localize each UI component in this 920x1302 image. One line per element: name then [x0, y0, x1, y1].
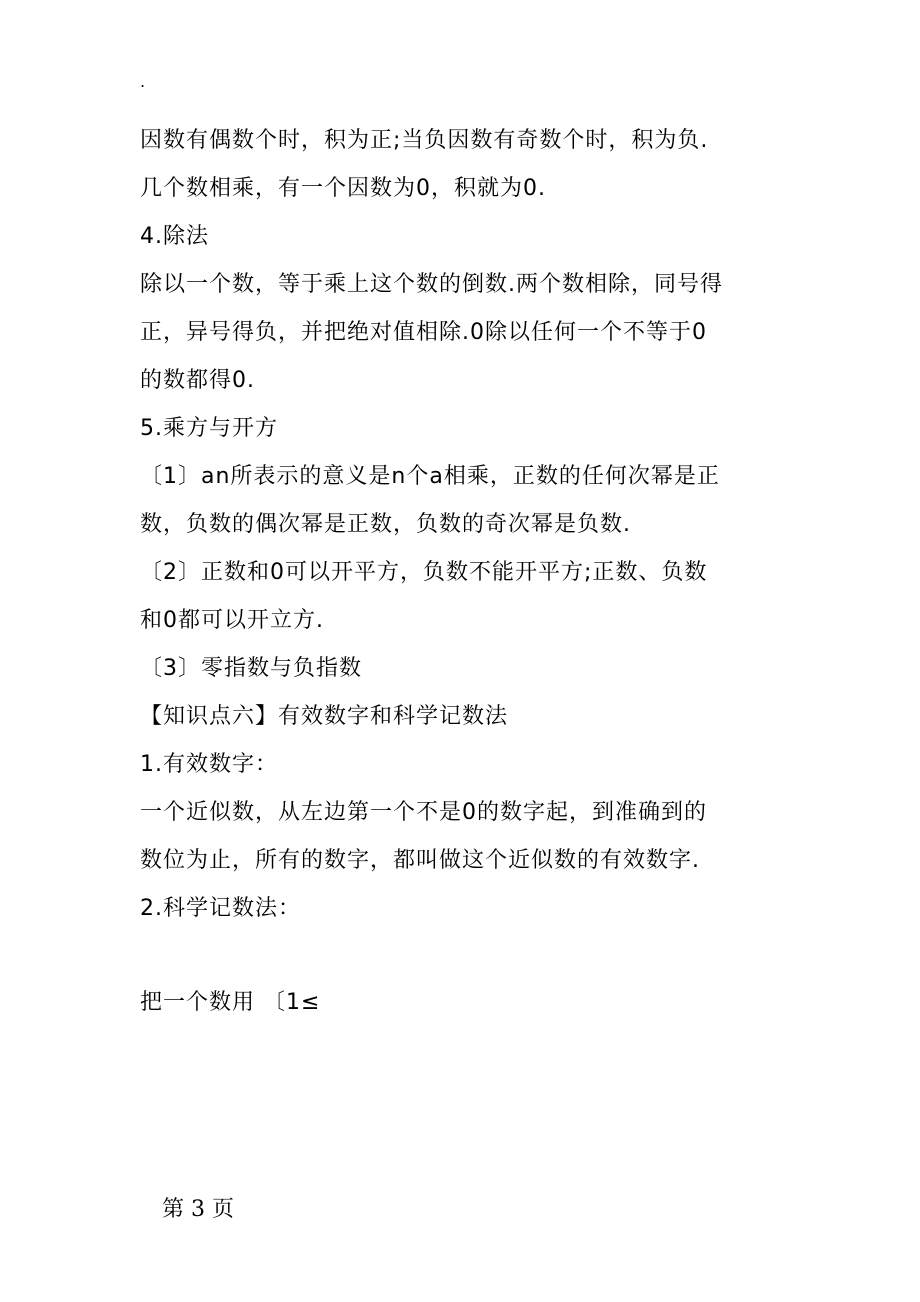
text-line-division-3: 的数都得0. [140, 368, 255, 393]
text-line-exponents: 〔3〕零指数与负指数 [140, 656, 362, 681]
heading-scientific-notation: 2.科学记数法： [140, 896, 301, 921]
text-line-division-2: 正，异号得负，并把绝对值相除.0除以任何一个不等于0 [140, 320, 707, 345]
text-line-roots-1: 〔2〕正数和0可以开平方，负数不能开平方;正数、负数 [140, 560, 708, 585]
page-number: 第 3 页 [162, 1197, 234, 1222]
text-line-scientific-1: 把一个数用 〔1≤ [140, 990, 321, 1015]
heading-knowledge-point-6: 【知识点六】有效数字和科学记数法 [140, 704, 509, 729]
header-mark: . [140, 72, 146, 91]
text-line-powers-2: 数，负数的偶次幂是正数，负数的奇次幂是负数. [140, 512, 631, 537]
heading-division: 4.除法 [140, 224, 209, 249]
text-line-roots-2: 和0都可以开立方. [140, 608, 324, 633]
text-line-significant-2: 数位为止，所有的数字，都叫做这个近似数的有效数字. [140, 848, 700, 873]
text-line-powers-1: 〔1〕an所表示的意义是n个a相乘，正数的任何次幂是正 [140, 464, 720, 489]
text-line-zero-factor: 几个数相乘，有一个因数为0，积就为0. [140, 176, 546, 201]
text-line-significant-1: 一个近似数，从左边第一个不是0的数字起，到准确到的 [140, 800, 707, 825]
text-line-sign-rule: 因数有偶数个时，积为正;当负因数有奇数个时，积为负. [140, 128, 709, 153]
heading-powers-roots: 5.乘方与开方 [140, 416, 278, 441]
heading-significant-figures: 1.有效数字： [140, 752, 278, 777]
text-line-division-1: 除以一个数，等于乘上这个数的倒数.两个数相除，同号得 [140, 272, 723, 297]
